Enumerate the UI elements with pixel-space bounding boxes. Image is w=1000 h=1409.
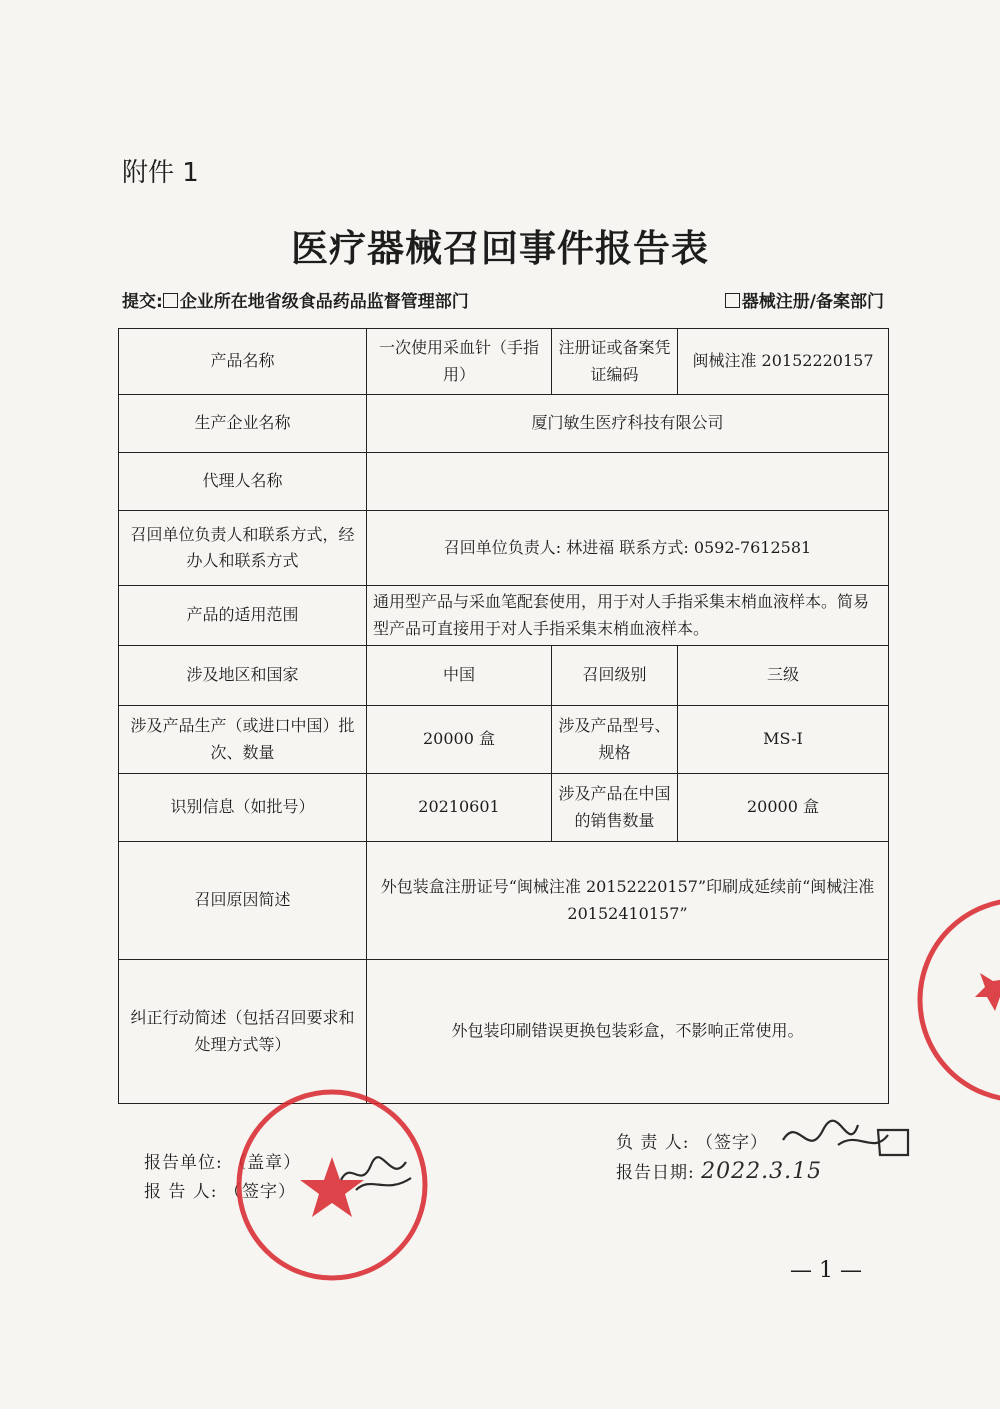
attachment-label: 附件 1: [122, 158, 199, 188]
submit-row: [122, 287, 884, 312]
document-title: 医疗器械召回事件报告表: [291, 227, 709, 270]
contact-value: 召回单位负责人: 林进福 联系方式: 0592-7612581: [367, 511, 889, 586]
action-value: 外包装印刷错误更换包装彩盒，不影响正常使用。: [367, 960, 889, 1104]
table-row: [119, 395, 889, 453]
report-date-value: 2022.3.15: [701, 1159, 823, 1184]
table-row: [119, 960, 889, 1104]
table-row: [119, 842, 889, 960]
product-name-value: 一次使用采血针（手指用）: [367, 329, 552, 395]
product-name-label: 产品名称: [119, 329, 367, 395]
report-date-label: 报告日期:: [616, 1163, 695, 1183]
action-label: 纠正行动简述（包括召回要求和处理方式等）: [119, 960, 367, 1104]
responsible-label: 负 责 人:: [616, 1133, 690, 1153]
scope-label: 产品的适用范围: [119, 586, 367, 646]
recall-report-table: [118, 328, 889, 1104]
registration-label: 注册证或备案凭证编码: [552, 329, 678, 395]
checkbox-registration[interactable]: [725, 293, 740, 308]
table-row: [119, 511, 889, 586]
reporter-label: 报 告 人:: [144, 1182, 218, 1202]
agent-label: 代理人名称: [119, 453, 367, 511]
scope-value: 通用型产品与采血笔配套使用，用于对人手指采集末梢血液样本。简易型产品可直接用于对人手指采集末梢血液样本。: [367, 586, 889, 646]
registration-value: 闽械注准 20152220157: [678, 329, 889, 395]
contact-label: 召回单位负责人和联系方式，经办人和联系方式: [119, 511, 367, 586]
id-label: 识别信息（如批号）: [119, 774, 367, 842]
manufacturer-label: 生产企业名称: [119, 395, 367, 453]
level-label: 召回级别: [552, 646, 678, 706]
reporter-hint: （签字）: [223, 1182, 296, 1202]
company-seal-stamp: [232, 1085, 432, 1285]
id-value: 20210601: [367, 774, 552, 842]
sales-value: 20000 盒: [678, 774, 889, 842]
table-row: [119, 453, 889, 511]
table-row: [119, 706, 889, 774]
page-number: — 1 —: [790, 1258, 862, 1283]
responsible-signature: [778, 1110, 928, 1170]
reason-label: 召回原因简述: [119, 842, 367, 960]
model-value: MS-I: [678, 706, 889, 774]
table-row: [119, 586, 889, 646]
option-registration: [725, 287, 884, 312]
option-provincial-label: 企业所在地省级食品药品监督管理部门: [179, 292, 469, 312]
report-unit-hint: （盖章）: [229, 1153, 302, 1173]
submit-prefix: 提交:: [122, 292, 163, 312]
agent-value: [367, 453, 889, 511]
option-registration-label: 器械注册/备案部门: [741, 292, 884, 312]
table-row: [119, 646, 889, 706]
responsible-hint: （签字）: [695, 1133, 768, 1153]
report-unit-label: 报告单位:: [144, 1153, 223, 1173]
reason-value: 外包装盒注册证号“闽械注准 20152220157”印刷成延续前“闽械注准 20152410157”: [367, 842, 889, 960]
level-value: 三级: [678, 646, 889, 706]
partial-seal-stamp: [905, 885, 1000, 1115]
table-row: [119, 329, 889, 395]
sales-label: 涉及产品在中国的销售数量: [552, 774, 678, 842]
region-label: 涉及地区和国家: [119, 646, 367, 706]
batch-value: 20000 盒: [367, 706, 552, 774]
checkbox-provincial[interactable]: [163, 293, 178, 308]
responsible-line: [616, 1128, 768, 1153]
batch-label: 涉及产品生产（或进口中国）批次、数量: [119, 706, 367, 774]
model-label: 涉及产品型号、规格: [552, 706, 678, 774]
manufacturer-value: 厦门敏生医疗科技有限公司: [367, 395, 889, 453]
region-value: 中国: [367, 646, 552, 706]
table-row: [119, 774, 889, 842]
